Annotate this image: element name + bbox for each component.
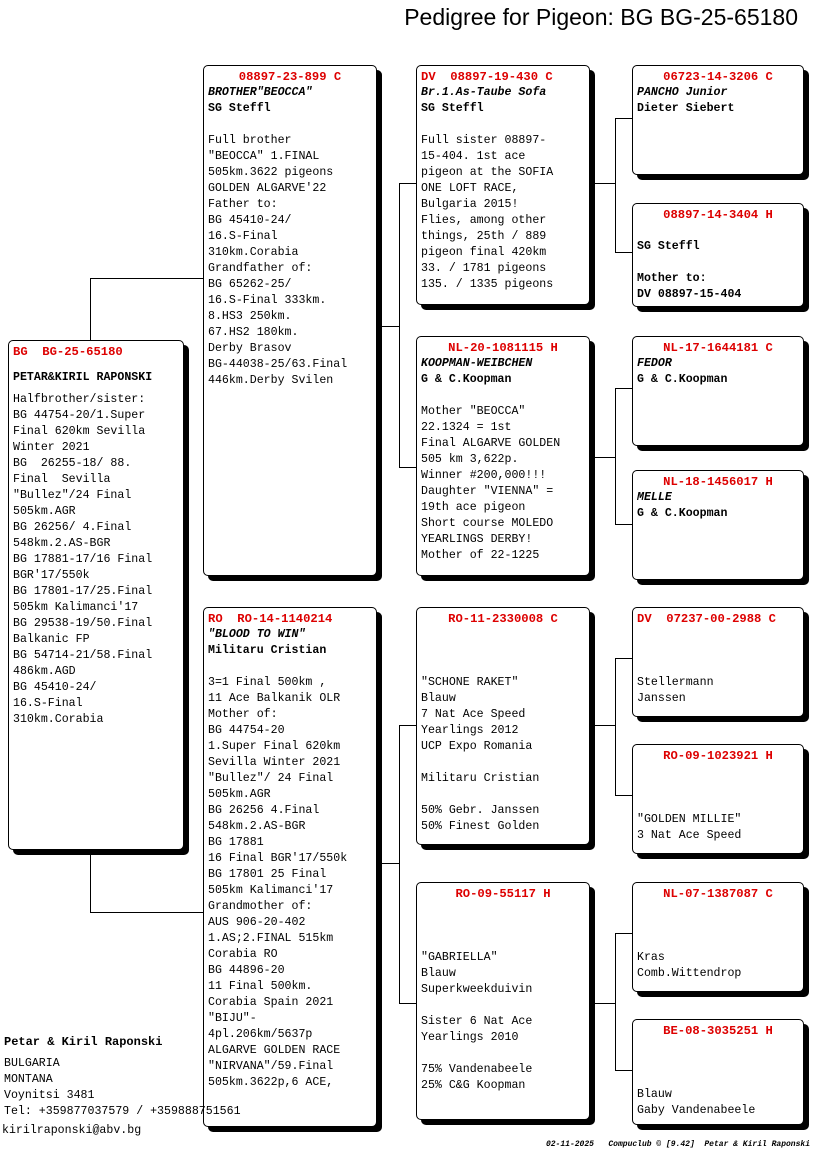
fff-card[interactable]	[632, 65, 804, 175]
fmf-card[interactable]	[632, 336, 804, 446]
ring-number: DV 07237-00-2988 C	[637, 612, 776, 626]
owner: G & C.Koopman	[637, 373, 728, 386]
ring-number: 06723-14-3206 C	[663, 70, 773, 84]
ring-number: NL-18-1456017 H	[663, 475, 773, 489]
connector	[615, 252, 633, 253]
breeder-country: BULGARIA	[4, 1057, 60, 1070]
mf-card[interactable]	[416, 607, 590, 845]
ffm-card[interactable]	[632, 203, 804, 307]
connector	[615, 388, 633, 389]
footer: 02-11-2025 Compuclub © [9.42] Petar & Kiril Raponski	[545, 1140, 810, 1149]
pigeon-info: "SCHONE RAKET" Blauw 7 Nat Ace Speed Yearlings 2012 UCP Expo Romania Militaru Cristian 50% Gebr. Janssen 50% Finest Golden	[421, 676, 540, 833]
ring-number: RO-09-55117 H	[455, 887, 551, 901]
connector	[90, 912, 204, 913]
owner: SG Steffl	[421, 102, 484, 115]
owner: G & C.Koopman	[421, 373, 512, 386]
ring-number: RO RO-14-1140214	[208, 612, 333, 626]
fmm-card[interactable]	[632, 470, 804, 580]
connector	[615, 388, 616, 524]
owner: G & C.Koopman	[637, 507, 728, 520]
pigeon-info: "GABRIELLA" Blauw Superkweekduivin Sister 6 Nat Ace Yearlings 2010 75% Vandenabeele 25% C&G Koopman	[421, 951, 533, 1092]
owner: PETAR&KIRIL RAPONSKI	[13, 371, 153, 384]
breeder-region: MONTANA	[4, 1073, 53, 1086]
connector	[90, 850, 91, 912]
connector	[399, 183, 417, 184]
connector	[615, 118, 633, 119]
mff-card[interactable]	[632, 607, 804, 717]
ring-number: 08897-23-899 C	[238, 70, 342, 84]
pigeon-info: 3=1 Final 500km , 11 Ace Balkanik OLR Mother of: BG 44754-20 1.Super Final 620km Sevilla Winter 2021 "Bullez"/ 24 Final 505km.AGR BG 26256 4.Final 548km.2.AS-BGR BG 17881 16 Final BGR'17/550k BG 17801 25 Final 505km Kalimanci'17 Grandmother of: AUS 906-20-402 1.AS;2.FINAL 515km Corabia RO BG 44896-20 11 Final 500km. Corabia Spain 2021 "BIJU"- 4pl.206km/5637p ALGARVE GOLDEN RACE "NIRVANA"/59.Final 505km.3622p,6 ACE,	[208, 676, 348, 1089]
pigeon-name: BROTHER"BEOCCA"	[208, 86, 313, 99]
ring-number: BE-08-3035251 H	[663, 1024, 773, 1038]
connector	[615, 524, 633, 525]
connector	[382, 326, 399, 327]
page-title: Pedigree for Pigeon: BG BG-25-65180	[404, 4, 798, 30]
connector	[595, 725, 615, 726]
pigeon-name: KOOPMAN-WEIBCHEN	[421, 357, 533, 370]
connector	[399, 1003, 417, 1004]
connector	[595, 457, 615, 458]
mm-card[interactable]	[416, 882, 590, 1120]
breeder-info	[4, 1034, 241, 1120]
ring-number: NL-07-1387087 C	[663, 887, 773, 901]
ring-number: NL-20-1081115 H	[448, 341, 558, 355]
owner: SG Steffl	[208, 102, 271, 115]
fm-card[interactable]	[416, 336, 590, 576]
connector	[399, 183, 400, 467]
pigeon-info: Stellermann Janssen	[637, 676, 714, 705]
connector	[399, 725, 417, 726]
father-card[interactable]	[203, 65, 377, 576]
pigeon-name: MELLE	[637, 491, 672, 504]
owner: Militaru Cristian	[208, 644, 327, 657]
ring-number: 08897-14-3404 H	[663, 208, 773, 222]
subject-card[interactable]	[8, 340, 184, 850]
connector	[615, 658, 616, 795]
connector	[615, 795, 633, 796]
pigeon-name: PANCHO Junior	[637, 86, 728, 99]
ring-number: NL-17-1644181 C	[663, 341, 773, 355]
connector	[595, 1003, 615, 1004]
mmm-card[interactable]	[632, 1019, 804, 1125]
breeder-email[interactable]: kirilraponski@abv.bg	[2, 1124, 142, 1137]
pigeon-info: SG Steffl Mother to: DV 08897-15-404	[637, 240, 742, 301]
connector	[615, 933, 616, 1070]
pigeon-info: Blauw Gaby Vandenabeele	[637, 1088, 756, 1117]
connector	[399, 725, 400, 1003]
connector	[399, 467, 417, 468]
connector	[615, 658, 633, 659]
mmf-card[interactable]	[632, 882, 804, 992]
pigeon-info: Mother "BEOCCA" 22.1324 = 1st Final ALGARVE GOLDEN 505 km 3,622p. Winner #200,000!!! Daughter "VIENNA" = 19th ace pigeon Short course MOLEDO YEARLINGS DERBY! Mother of 22-1225	[421, 405, 561, 562]
pigeon-info: Halfbrother/sister: BG 44754-20/1.Super Final 620km Sevilla Winter 2021 BG 26255-18/ 88. Final Sevilla "Bullez"/24 Final 505km.AGR BG 26256/ 4.Final 548km.2.AS-BGR BG 17881-17/16 Final BGR'17/550k BG 17801-17/25.Final 505km Kalimanci'17 BG 29538-19/50.Final Balkanic FP BG 54714-21/58.Final 486km.AGD BG 45410-24/ 16.S-Final 310km.Corabia	[13, 393, 153, 726]
breeder-town: Voynitsi 3481	[4, 1089, 95, 1102]
ring-number: BG BG-25-65180	[13, 345, 123, 359]
pigeon-info: Full sister 08897- 15-404. 1st ace pigeon at the SOFIA ONE LOFT RACE, Bulgaria 2015! Flies, among other things, 25th / 889 pigeon final 420km 33. / 1781 pigeons 135. / 1335 pigeons	[421, 134, 554, 291]
connector	[90, 278, 204, 279]
pigeon-name: Br.1.As-Taube Sofa	[421, 86, 547, 99]
ring-number: RO-09-1023921 H	[663, 749, 773, 763]
breeder-name: Petar & Kiril Raponski	[4, 1035, 163, 1049]
pigeon-name: FEDOR	[637, 357, 672, 370]
breeder-phone: Tel: +359877037579 / +359888751561	[4, 1105, 241, 1118]
connector	[615, 1070, 633, 1071]
ring-number: RO-11-2330008 C	[448, 612, 558, 626]
connector	[382, 863, 399, 864]
connector	[615, 933, 633, 934]
ring-number: DV 08897-19-430 C	[421, 70, 553, 84]
connector	[90, 278, 91, 340]
ff-card[interactable]	[416, 65, 590, 305]
owner: Dieter Siebert	[637, 102, 735, 115]
connector	[595, 183, 615, 184]
pigeon-info: Kras Comb.Wittendrop	[637, 951, 742, 980]
pigeon-info: Full brother "BEOCCA" 1.FINAL 505km.3622 pigeons GOLDEN ALGARVE'22 Father to: BG 45410-24/ 16.S-Final 310km.Corabia Grandfather of: BG 65262-25/ 16.S-Final 333km. 8.HS3 250km. 67.HS2 180km. Derby Brasov BG-44038-25/63.Final 446km.Derby Svilen	[208, 134, 348, 387]
pigeon-name: "BLOOD TO WIN"	[208, 628, 306, 641]
pigeon-info: "GOLDEN MILLIE" 3 Nat Ace Speed	[637, 813, 742, 842]
connector	[615, 118, 616, 252]
mfm-card[interactable]	[632, 744, 804, 854]
